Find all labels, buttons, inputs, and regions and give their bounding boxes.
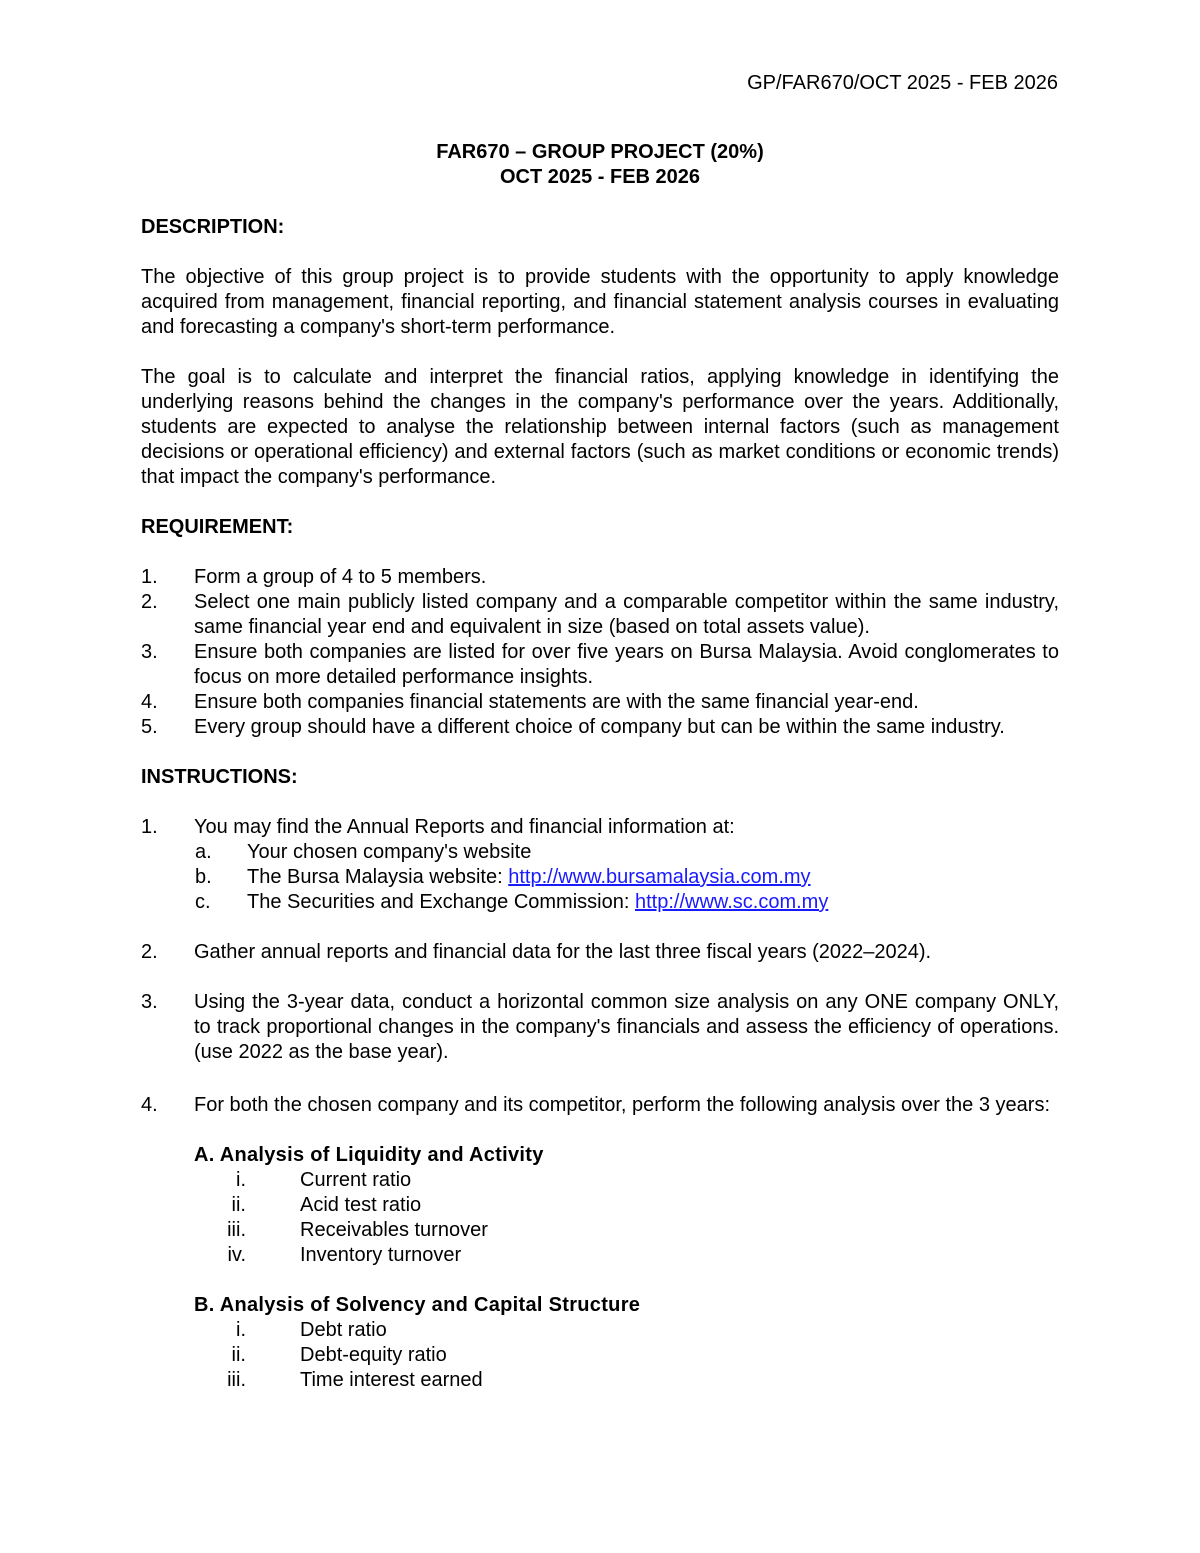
- source-text: The Bursa Malaysia website:: [247, 866, 509, 888]
- ratio-text: Current ratio: [300, 1169, 412, 1191]
- document-reference: GP/FAR670/OCT 2025 - FEB 2026: [747, 72, 1058, 94]
- list-text: Ensure both companies are listed for over five years on Bursa Malaysia. Avoid conglomerates to focus on more detailed performance insights.: [194, 641, 1059, 688]
- instruction-item-4: [141, 1093, 1059, 1118]
- list-number: 2.: [141, 591, 158, 613]
- list-text: For both the chosen company and its competitor, perform the following analysis over the 3 years:: [194, 1094, 1050, 1116]
- source-item: [141, 865, 1059, 890]
- list-letter: b.: [195, 866, 212, 888]
- ratio-text: Time interest earned: [300, 1369, 483, 1391]
- list-number: 3.: [141, 991, 158, 1013]
- source-item: [141, 890, 1059, 915]
- instruction-item-1: [141, 815, 1059, 840]
- ratio-text: Debt ratio: [300, 1319, 387, 1341]
- roman-number: i.: [236, 1169, 246, 1191]
- description-paragraph-1: The objective of this group project is to provide students with the opportunity to apply knowledge acquired from management, financial reporting, and financial statement analysis courses in evaluating and forecasting a company's short-term performance.: [141, 266, 1059, 338]
- section-a-title: A. Analysis of Liquidity and Activity: [194, 1144, 544, 1166]
- instructions-heading: INSTRUCTIONS:: [141, 766, 298, 788]
- ratio-item: [141, 1218, 1059, 1243]
- requirement-item: [141, 715, 1059, 740]
- source-text: Your chosen company's website: [247, 841, 532, 863]
- roman-number: iii.: [227, 1219, 246, 1241]
- list-letter: c.: [195, 891, 211, 913]
- roman-number: ii.: [231, 1194, 246, 1216]
- instruction-item-3: [141, 990, 1059, 1065]
- ratio-item: [141, 1243, 1059, 1268]
- document-body: [141, 140, 1059, 1393]
- ratio-text: Acid test ratio: [300, 1194, 422, 1216]
- list-number: 1.: [141, 816, 158, 838]
- title-line-2: OCT 2025 - FEB 2026: [499, 166, 701, 188]
- description-heading: DESCRIPTION:: [141, 216, 285, 238]
- list-text: Every group should have a different choice of company but can be within the same industry.: [194, 716, 1005, 738]
- ratio-item: [141, 1318, 1059, 1343]
- list-text: You may find the Annual Reports and financial information at:: [194, 816, 735, 838]
- roman-number: iv.: [227, 1244, 246, 1266]
- ratio-item: [141, 1168, 1059, 1193]
- sc-malaysia-link[interactable]: http://www.sc.com.my: [634, 891, 829, 913]
- list-text: Gather annual reports and financial data for the last three fiscal years (2022–2024).: [194, 941, 932, 963]
- list-number: 1.: [141, 566, 158, 588]
- list-number: 5.: [141, 716, 158, 738]
- description-paragraph-2: The goal is to calculate and interpret the financial ratios, applying knowledge in identifying the underlying reasons behind the changes in the company's performance over the years. Additionally, students are expected to analyse the relationship between internal factors (such as management decisions or operational efficiency) and external factors (such as market conditions or economic trends) that impact the company's performance.: [141, 366, 1059, 488]
- list-text: Form a group of 4 to 5 members.: [194, 566, 487, 588]
- bursa-malaysia-link[interactable]: http://www.bursamalaysia.com.my: [508, 866, 811, 888]
- ratio-text: Inventory turnover: [300, 1244, 462, 1266]
- list-text: Select one main publicly listed company and a comparable competitor within the same industry, same financial year end and equivalent in size (based on total assets value).: [194, 591, 1059, 638]
- list-text: Using the 3-year data, conduct a horizontal common size analysis on any ONE company ONLY, to track proportional changes in the company's financials and assess the efficiency of operations. (use 2022 as the base year).: [194, 991, 1059, 1063]
- roman-number: i.: [236, 1319, 246, 1341]
- list-number: 4.: [141, 691, 158, 713]
- ratio-text: Debt-equity ratio: [300, 1344, 447, 1366]
- instruction-item-2: [141, 940, 1059, 965]
- ratio-item: [141, 1368, 1059, 1393]
- requirement-item: [141, 640, 1059, 690]
- ratio-text: Receivables turnover: [300, 1219, 488, 1241]
- source-item: [141, 840, 1059, 865]
- requirement-item: [141, 565, 1059, 590]
- list-text: Ensure both companies financial statements are with the same financial year-end.: [194, 691, 919, 713]
- ratio-item: [141, 1343, 1059, 1368]
- source-text: The Securities and Exchange Commission:: [247, 891, 635, 913]
- roman-number: ii.: [231, 1344, 246, 1366]
- title-line-1: FAR670 – GROUP PROJECT (20%): [436, 141, 764, 163]
- section-b-title: B. Analysis of Solvency and Capital Structure: [194, 1294, 641, 1316]
- requirement-item: [141, 590, 1059, 640]
- requirement-item: [141, 690, 1059, 715]
- list-letter: a.: [195, 841, 212, 863]
- requirement-heading: REQUIREMENT:: [141, 516, 294, 538]
- list-number: 3.: [141, 641, 158, 663]
- ratio-item: [141, 1193, 1059, 1218]
- list-number: 2.: [141, 941, 158, 963]
- list-number: 4.: [141, 1094, 158, 1116]
- roman-number: iii.: [227, 1369, 246, 1391]
